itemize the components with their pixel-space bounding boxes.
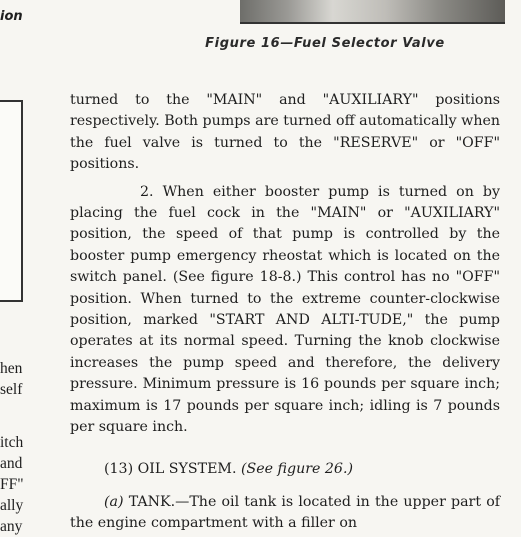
left-column-fragment: itch: [0, 434, 24, 451]
main-text-column: [70, 90, 500, 439]
figure-frame-edge: [0, 100, 23, 302]
body-paragraph: [70, 492, 500, 535]
left-column-fragment: self: [0, 381, 23, 398]
body-paragraph: 2. When either booster pump is turned on by placing the fuel cock in the "MAIN" or "AUXILIARY" position, the speed of that pump is controlled by the booster pump emergency rheostat which is located on the switch panel. (See figure 18-8.) This control has no "OFF" position. When turned to the extreme counter-clockwise position, marked "START AND ALTI-TUDE," the pump operates at its normal speed. Turning the knob clockwise increases the pump speed and therefore, the delivery pressure. Minimum pressure is 16 pounds per square inch; maximum is 17 pounds per square inch; idling is 7 pounds per square inch.: [70, 183, 500, 436]
subsection-label: (a): [104, 494, 124, 510]
left-column-fragment: FF": [0, 476, 24, 493]
figure-photo: [240, 0, 505, 24]
subsection-text: TANK.—The oil tank is located in the upper part of the engine compartment with a filler on: [70, 494, 500, 532]
left-column-fragment: ion: [0, 9, 23, 24]
left-column-fragment: and: [0, 455, 23, 472]
left-column-fragment: any: [0, 518, 23, 535]
section-label: (13) OIL SYSTEM.: [104, 461, 237, 477]
figure-caption: Figure 16—Fuel Selector Valve: [205, 36, 445, 51]
section-heading: [104, 461, 353, 477]
left-column-fragment: ally: [0, 497, 24, 514]
section-figure-ref: (See figure 26.): [240, 461, 354, 477]
body-paragraph: turned to the "MAIN" and "AUXILIARY" positions respectively. Both pumps are turned off automatically when the fuel valve is turned to the "RESERVE" or "OFF" positions.: [70, 92, 500, 173]
left-column-fragment: hen: [0, 360, 23, 377]
